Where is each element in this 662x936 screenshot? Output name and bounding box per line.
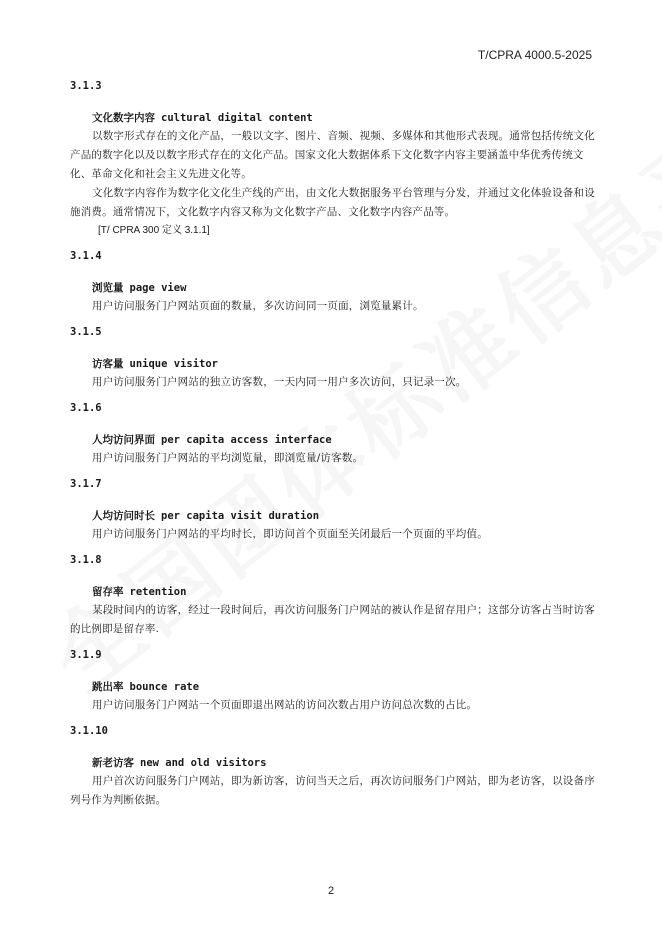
term-heading <box>92 279 596 297</box>
page-number: 2 <box>327 885 335 897</box>
term-zh: 人均访问界面 <box>92 434 155 446</box>
term-heading <box>92 109 596 127</box>
definition: 用户访问服务门户网站的独立访客数，一天内同一用户多次访问，只记录一次。 <box>92 376 467 388</box>
section-number: 3.1.10 <box>70 725 108 737</box>
term-en: retention <box>129 586 187 598</box>
definition: 用户首次访问服务门户网站，即为新访客，访问当天之后，再次访问服务门户网站，即为老访客，以设备序列号作为判断依据。 <box>70 775 595 806</box>
definition: 用户访问服务门户网站的平均时长，即访问首个页面至关闭最后一个页面的平均值。 <box>92 528 488 540</box>
term-zh: 人均访问时长 <box>92 510 155 522</box>
definition: 某段时间内的访客，经过一段时间后，再次访问服务门户网站的被认作是留存用户；这部分访客占当时访客的比例即是留存率. <box>70 604 595 635</box>
section-number: 3.1.4 <box>70 250 102 262</box>
section-number: 3.1.5 <box>70 326 102 338</box>
document-body <box>70 79 596 819</box>
entry-3-1-10 <box>70 724 596 810</box>
term-en: per capita access interface <box>161 434 332 446</box>
source-reference: [T/ CPRA 300 定义 3.1.1] <box>98 225 210 236</box>
definition: 用户访问服务门户网站一个页面即退出网站的访问次数占用户访问总次数的占比。 <box>92 699 478 711</box>
entry-3-1-5 <box>70 325 596 392</box>
standard-code: T/CPRA 4000.5-2025 <box>477 48 592 62</box>
term-heading <box>92 583 596 601</box>
term-heading <box>92 431 596 449</box>
term-en: bounce rate <box>129 681 200 693</box>
section-number: 3.1.6 <box>70 402 102 414</box>
term-zh: 访客量 <box>92 358 124 370</box>
definition: 以数字形式存在的文化产品，一般以文字、图片、音频、视频、多媒体和其他形式表现。通常包括传统文化产品的数字化以及以数字形式存在的文化产品。国家文化大数据体系下文化数字内容主要涵盖中华优秀传统文化、革命文化和社会主义先进文化等。 <box>70 130 595 180</box>
term-heading <box>92 678 596 696</box>
term-zh: 跳出率 <box>92 681 124 693</box>
term-heading <box>92 754 596 772</box>
entry-3-1-4 <box>70 249 596 316</box>
definition: 用户访问服务门户网站的平均浏览量，即浏览量/访客数。 <box>92 452 364 464</box>
section-number: 3.1.3 <box>70 80 102 92</box>
term-en: page view <box>129 282 187 294</box>
term-zh: 新老访客 <box>92 757 134 769</box>
section-number: 3.1.7 <box>70 478 102 490</box>
section-number: 3.1.9 <box>70 649 102 661</box>
term-en: per capita visit duration <box>161 510 320 522</box>
term-en: unique visitor <box>129 358 219 370</box>
term-heading <box>92 507 596 525</box>
entry-3-1-6 <box>70 401 596 468</box>
section-number: 3.1.8 <box>70 554 102 566</box>
term-zh: 文化数字内容 <box>92 112 155 124</box>
term-en: new and old visitors <box>140 757 267 769</box>
entry-3-1-8 <box>70 553 596 639</box>
term-en: cultural digital content <box>161 112 313 124</box>
entry-3-1-9 <box>70 648 596 715</box>
term-heading <box>92 355 596 373</box>
term-zh: 浏览量 <box>92 282 124 294</box>
term-zh: 留存率 <box>92 586 124 598</box>
entry-3-1-3 <box>70 79 596 240</box>
entry-3-1-7 <box>70 477 596 544</box>
definition-note: 文化数字内容作为数字化文化生产线的产出，由文化大数据服务平台管理与分发，并通过文化体验设备和设施消费。通常情况下，文化数字内容又称为文化数字产品、文化数字内容产品等。 <box>70 187 595 218</box>
definition: 用户访问服务门户网站页面的数量，多次访问同一页面，浏览量累计。 <box>92 300 424 312</box>
